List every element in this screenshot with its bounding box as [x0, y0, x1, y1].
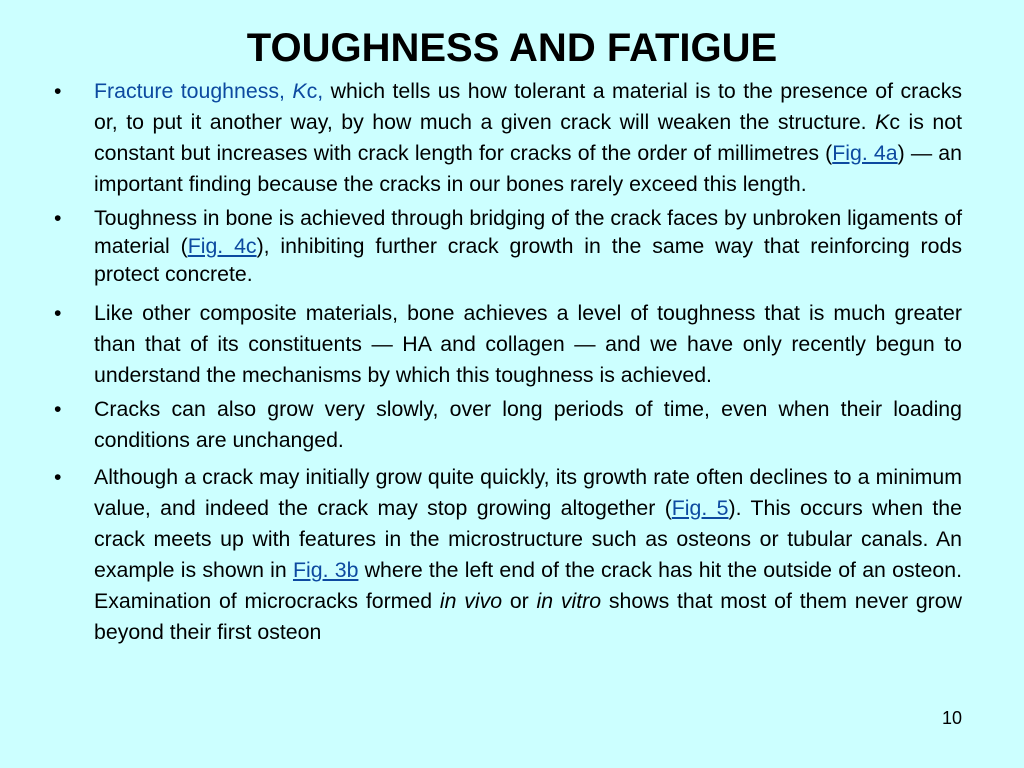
link-fig-4a[interactable]: Fig. 4a	[832, 141, 898, 165]
term-fracture-toughness: Fracture toughness, Kc,	[94, 79, 324, 103]
link-fig-4c[interactable]: Fig. 4c	[187, 234, 257, 258]
bullet-item: • Although a crack may initially grow quite quickly, its growth rate often declines to a minimum value, and indeed the crack may stop growing altogether (Fig. 5). This occurs when the crack meets up with features in the microstructure such as osteons or tubular canals. An example is shown in Fig. 3b where the left end of the crack has hit the outside of an osteon. Examination of microcracks formed in vivo or in vitro shows that most of them never grow beyond their first osteon	[54, 462, 962, 648]
k-symbol: K	[292, 79, 307, 103]
link-fig-5[interactable]: Fig. 5	[671, 496, 729, 520]
link-fig-3b[interactable]: Fig. 3b	[292, 558, 359, 582]
bullet-item: • Cracks can also grow very slowly, over long periods of time, even when their loading conditions are unchanged.	[54, 394, 962, 456]
bullet-list	[54, 76, 962, 648]
bullet-item: • Like other composite materials, bone achieves a level of toughness that is much greater than that of its constituents — HA and collagen — and we have only recently begun to understand the mechanisms by which this toughness is achieved.	[54, 298, 962, 391]
slide-title: TOUGHNESS AND FATIGUE	[246, 26, 778, 70]
term-in-vivo: in vivo	[439, 589, 503, 613]
k-symbol: K	[875, 110, 890, 134]
term-in-vitro: in vitro	[536, 589, 602, 613]
bullet-item: • Fracture toughness, Kc, which tells us how tolerant a material is to the presence of cracks or, to put it another way, by how much a given crack will weaken the structure. Kc is not constant but increases with crack length for cracks of the order of millimetres (Fig. 4a) — an important finding because the cracks in our bones rarely exceed this length.	[54, 76, 962, 200]
page-number: 10	[941, 708, 962, 728]
bullet-item: • Toughness in bone is achieved through bridging of the crack faces by unbroken ligaments of material (Fig. 4c), inhibiting further crack growth in the same way that reinforcing rods protect concrete.	[54, 204, 962, 288]
